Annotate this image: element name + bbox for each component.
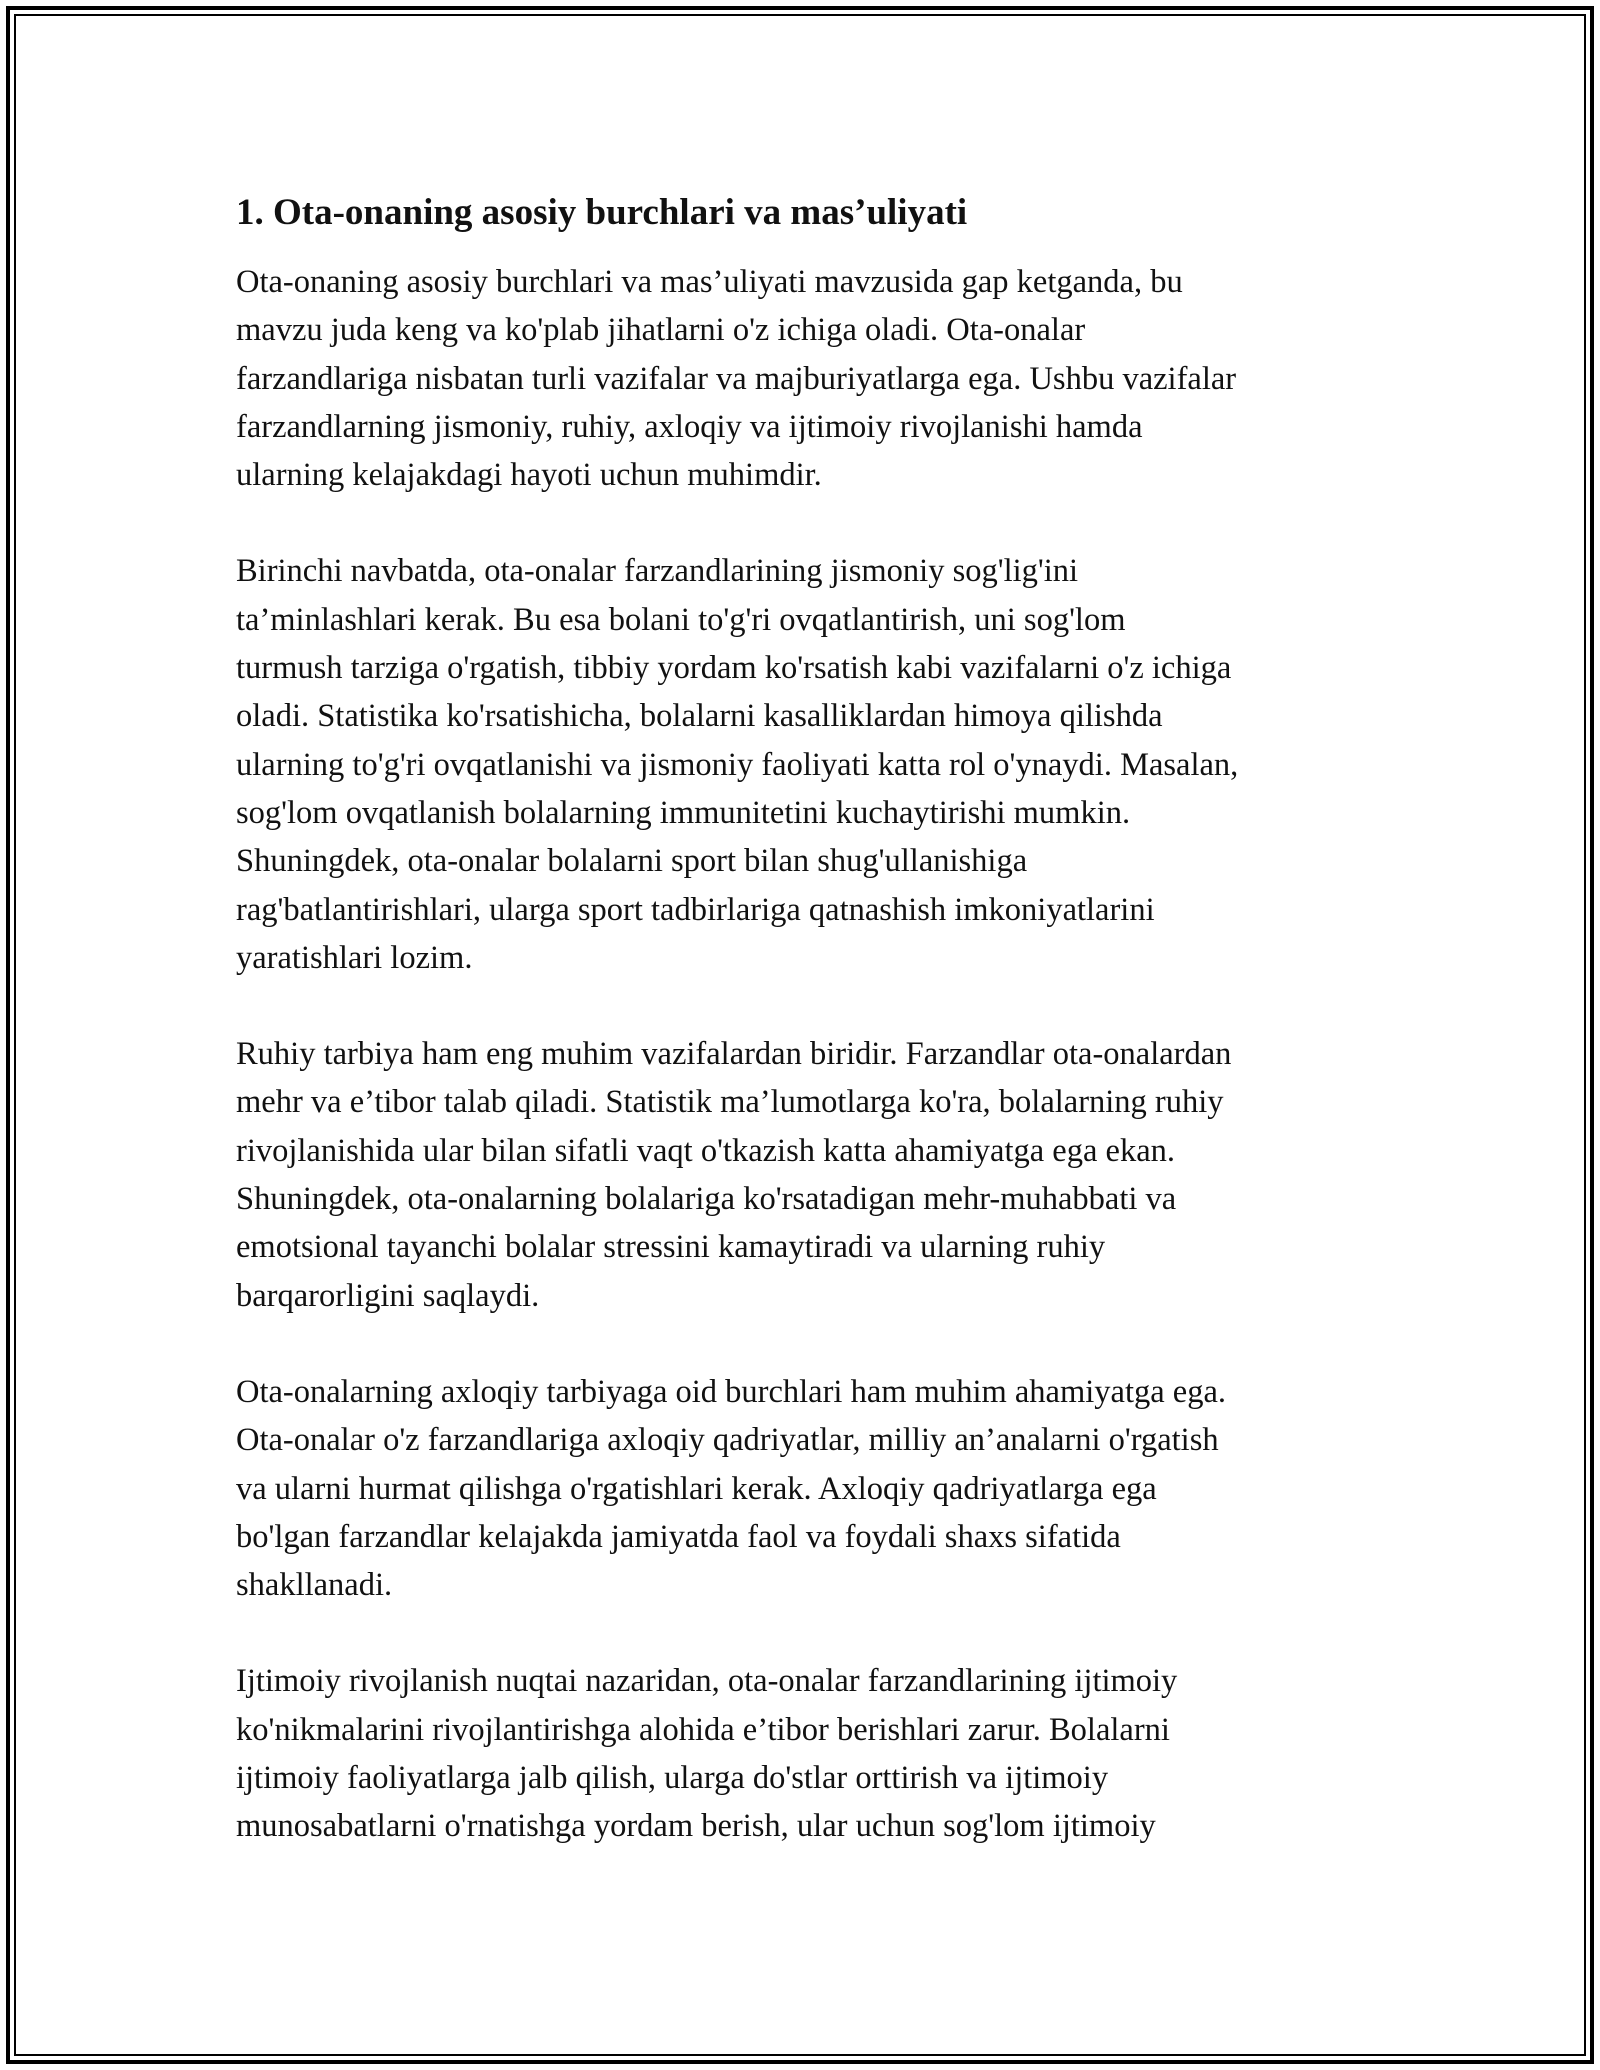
paragraph-line: va ularni hurmat qilishga o'rgatishlari kerak. Axloqiy qadriyatlarga ega	[236, 1470, 1157, 1507]
paragraph-line: ijtimoiy faoliyatlarga jalb qilish, ularga do'stlar orttirish va ijtimoiy	[236, 1760, 1109, 1797]
paragraph-5	[236, 1657, 1376, 1850]
paragraph-line: munosabatlarni o'rnatishga yordam berish, ular uchun sog'lom ijtimoiy	[236, 1808, 1156, 1845]
paragraph-line: barqarorligini saqlaydi.	[236, 1277, 540, 1314]
paragraph-line: farzandlariga nisbatan turli vazifalar va majburiyatlarga ega. Ushbu vazifalar	[236, 360, 1237, 397]
paragraph-line: ko'nikmalarini rivojlantirishga alohida e’tibor berishlari zarur. Bolalarni	[236, 1711, 1170, 1748]
paragraph-line: Ota-onalarning axloqiy tarbiyaga oid burchlari ham muhim ahamiyatga ega.	[236, 1373, 1227, 1410]
paragraph-1	[236, 258, 1376, 499]
paragraph-line: yaratishlari lozim.	[236, 939, 473, 976]
paragraph-line: ta’minlashlari kerak. Bu esa bolani to'g'ri ovqatlantirish, uni sog'lom	[236, 601, 1126, 638]
paragraph-line: Birinchi navbatda, ota-onalar farzandlarining jismoniy sog'lig'ini	[236, 553, 1079, 590]
paragraph-line: ularning kelajakdagi hayoti uchun muhimdir.	[236, 457, 822, 494]
paragraph-line: mehr va e’tibor talab qiladi. Statistik ma’lumotlarga ko'ra, bolalarning ruhiy	[236, 1084, 1224, 1121]
paragraph-line: Ijtimoiy rivojlanish nuqtai nazaridan, ota-onalar farzandlarining ijtimoiy	[236, 1663, 1178, 1700]
section-heading: 1. Ota-onaning asosiy burchlari va mas’uliyati	[236, 192, 968, 233]
paragraph-4	[236, 1368, 1376, 1609]
paragraph-line: oladi. Statistika ko'rsatishicha, bolalarni kasalliklardan himoya qilishda	[236, 698, 1163, 735]
paragraph-line: Shuningdek, ota-onalarning bolalariga ko'rsatadigan mehr-muhabbati va	[236, 1181, 1177, 1218]
paragraph-list	[236, 258, 1376, 1851]
paragraph-line: bo'lgan farzandlar kelajakda jamiyatda faol va foydali shaxs sifatida	[236, 1518, 1121, 1555]
paragraph-3	[236, 1030, 1376, 1320]
document-body	[236, 188, 1376, 1899]
paragraph-line: Ota-onaning asosiy burchlari va mas’uliyati mavzusida gap ketganda, bu	[236, 264, 1183, 300]
paragraph-line: ularning to'g'ri ovqatlanishi va jismoniy faoliyati katta rol o'ynaydi. Masalan,	[236, 746, 1239, 783]
paragraph-line: rivojlanishida ular bilan sifatli vaqt o'tkazish katta ahamiyatga ega ekan.	[236, 1132, 1176, 1169]
paragraph-line: Shuningdek, ota-onalar bolalarni sport bilan shug'ullanishiga	[236, 843, 1028, 880]
paragraph-line: farzandlarning jismoniy, ruhiy, axloqiy va ijtimoiy rivojlanishi hamda	[236, 408, 1143, 445]
paragraph-line: emotsional tayanchi bolalar stressini kamaytiradi va ularning ruhiy	[236, 1229, 1106, 1266]
paragraph-line: Ota-onalar o'z farzandlariga axloqiy qadriyatlar, milliy an’analarni o'rgatish	[236, 1422, 1219, 1459]
paragraph-line: shakllanadi.	[236, 1567, 393, 1604]
paragraph-line: mavzu juda keng va ko'plab jihatlarni o'z ichiga oladi. Ota-onalar	[236, 312, 1086, 349]
paragraph-2	[236, 547, 1376, 982]
paragraph-line: rag'batlantirishlari, ularga sport tadbirlariga qatnashish imkoniyatlarini	[236, 891, 1155, 928]
paragraph-line: Ruhiy tarbiya ham eng muhim vazifalardan biridir. Farzandlar ota-onalardan	[236, 1036, 1232, 1073]
paragraph-line: turmush tarziga o'rgatish, tibbiy yordam ko'rsatish kabi vazifalarni o'z ichiga	[236, 650, 1232, 687]
paragraph-line: sog'lom ovqatlanish bolalarning immunitetini kuchaytirishi mumkin.	[236, 794, 1131, 831]
